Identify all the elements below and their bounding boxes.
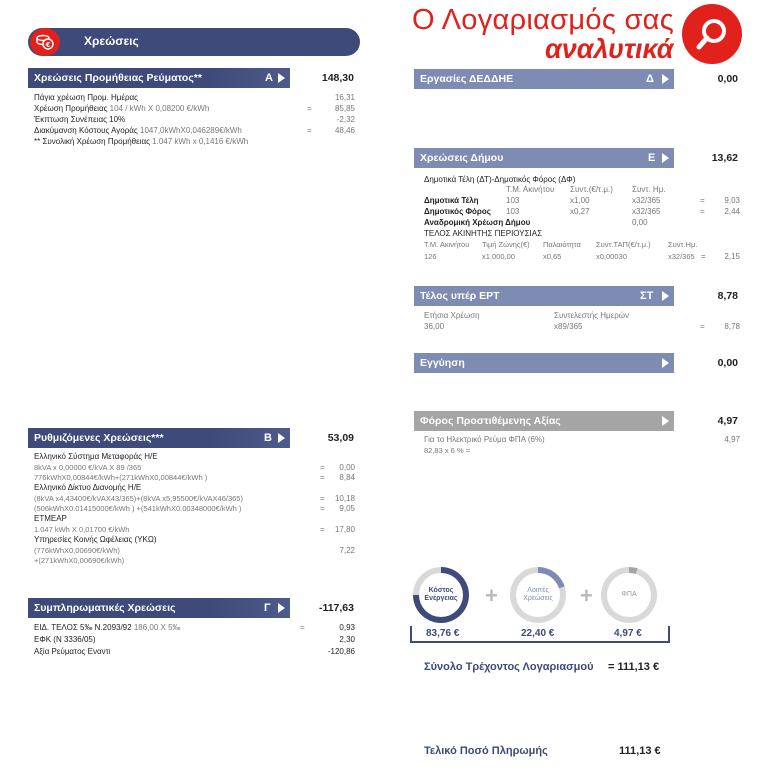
tap-zone-price: x1.000,00 [482, 252, 515, 261]
vat-circle [601, 567, 657, 623]
euro-coins-icon [30, 28, 60, 56]
market-cost-value: 48,46 [334, 126, 355, 135]
market-cost-label: Διακύμανση Κόστους Αγοράς [34, 126, 138, 135]
deddie-works-total: 0,00 [717, 73, 738, 85]
tap-days: x32/365 [668, 252, 695, 261]
tap-col-zone-price: Τιμή Ζώνης(€) [482, 240, 530, 249]
transmission-row-1: 8kVA x 0,00000 €/kVA X 89 /365 [34, 463, 142, 472]
energy-cost-value: 83,76 € [426, 628, 460, 639]
section-letter-c: Γ [264, 602, 271, 614]
tap-age: x0,65 [543, 252, 562, 261]
municipal-tax-days: x32/365 [632, 207, 661, 216]
other-charges-circle [510, 567, 566, 623]
energy-cost-label-2: Ενέργειας [424, 595, 458, 602]
ert-days-label: Συντελεστής Ημερών [554, 311, 629, 320]
tap-col-coef: Συντ.ΤΑΠ(€/τ.μ.) [596, 240, 651, 249]
transmission-value-1: 0,00 [339, 463, 355, 472]
retro-charge-label: Αναδρομική Χρέωση Δήμου [424, 218, 531, 227]
plus-icon: + [485, 583, 498, 608]
other-charges-label-1: Λοιπές [527, 586, 549, 594]
distribution-value-2: 9,05 [339, 504, 355, 513]
ert-fee-bar[interactable] [414, 286, 674, 306]
supply-charge-row [34, 104, 209, 113]
chevron-right-icon [278, 433, 285, 443]
tap-col-age: Παλαιότητα [543, 240, 581, 249]
supply-total-note-detail: 1.047 kWh x 0,1416 €/kWh [152, 137, 249, 146]
ert-annual-value: 36,00 [424, 322, 445, 331]
municipal-fees-sqm: 103 [506, 196, 520, 205]
final-payment-value: 111,13 € [619, 745, 661, 757]
distribution-value-1: 10,18 [334, 494, 355, 503]
deddie-works-title: Εργασίες ΔΕΔΔΗΕ [420, 73, 514, 85]
municipal-fees-value: 9,03 [724, 196, 740, 205]
market-cost-row [34, 126, 242, 135]
ert-days-value: x89/365 [554, 322, 583, 331]
tap-coef: x0,00030 [596, 252, 627, 261]
etmear-row: 1.047 kWh X 0,01700 €/kWh [34, 525, 130, 534]
section-letter-d: Δ [646, 73, 654, 85]
special-fee-value: 0,93 [339, 623, 355, 632]
supply-charge-value: 85,85 [334, 104, 355, 113]
etmear-title: ΕΤΜΕΑΡ [34, 514, 67, 523]
special-fee-row [34, 623, 181, 632]
municipal-charges-total: 13,62 [711, 152, 738, 164]
ert-fee-title: Τέλος υπέρ ΕΡΤ [420, 290, 500, 302]
municipal-fees-coef: x1,00 [570, 196, 590, 205]
section-letter-e: Ε [648, 152, 656, 164]
chevron-right-icon [278, 603, 285, 613]
ert-fee-total: 8,78 [717, 290, 738, 302]
final-payment-label: Τελικό Ποσό Πληρωμής [424, 745, 548, 757]
vat-calculation: 82,83 x 6 % = [424, 446, 471, 455]
supply-fixed-label: Πάγια χρέωση Προμ. Ημέρας [34, 93, 139, 102]
plus-icon: + [580, 583, 593, 608]
current-total-value: = 111,13 € [608, 661, 660, 673]
regulated-charges-bar[interactable] [28, 428, 290, 448]
excise-value: 2,30 [339, 635, 355, 644]
special-fee-label: ΕΙΔ. ΤΕΛΟΣ 5‰ Ν.2093/92 [34, 623, 132, 632]
tap-col-sqm: Τ.Μ. Ακινήτου [424, 240, 470, 249]
charges-title: Χρεώσεις [84, 34, 139, 48]
equals-sign: = [300, 623, 305, 632]
chevron-right-icon [662, 416, 669, 426]
municipal-charges-title: Χρεώσεις Δήμου [420, 152, 504, 164]
transmission-value-2: 8,84 [339, 473, 355, 482]
yko-row-1: (776kWhX0,00690€/kWh) [34, 546, 120, 555]
deddie-works-bar[interactable] [414, 69, 674, 89]
yko-title: Υπηρεσίες Κοινής Ωφέλειας (ΥΚΩ) [34, 535, 157, 544]
brand-title-line2: αναλυτικά [545, 34, 674, 64]
vat-bar[interactable] [414, 411, 674, 431]
municipal-tax-label: Δημοτικός Φόρος [424, 207, 491, 216]
col-property-sqm: Τ.Μ. Ακινήτου [506, 185, 555, 194]
supply-charges-total: 148,30 [321, 72, 354, 84]
other-charges-circle-label [516, 573, 560, 617]
market-cost-detail: 1047,0kWhX0,046289€/kWh [140, 126, 242, 135]
magnifier-icon [682, 4, 742, 64]
consistency-discount-label: Έκπτωση Συνέπειας 10% [34, 115, 126, 124]
energy-cost-label-1: Κόστος [428, 586, 454, 594]
col-day-coefficient: Συντ. Ημ. [632, 185, 666, 194]
guarantee-title: Εγγύηση [420, 357, 465, 369]
vat-value: 4,97 € [614, 628, 642, 639]
chevron-right-icon [662, 358, 669, 368]
equals-sign: = [700, 196, 705, 205]
advance-value-value: -120,86 [327, 647, 355, 656]
vat-title: Φόρος Προστιθέμενης Αξίας [420, 415, 561, 427]
section-letter-b: Β [264, 432, 272, 444]
vat-electricity-label: Για το Ηλεκτρικό Ρεύμα ΦΠΑ (6%) [424, 435, 545, 444]
supply-charges-title: Χρεώσεις Προμήθειας Ρεύματος** [34, 72, 202, 84]
brand-title-line1: Ο Λογαριασμός σας [412, 4, 674, 36]
vat-total: 4,97 [717, 415, 738, 427]
regulated-charges-total: 53,09 [327, 432, 354, 444]
transmission-title: Ελληνικό Σύστημα Μεταφοράς Η/Ε [34, 452, 158, 461]
equals-sign: = [701, 252, 706, 261]
energy-cost-circle [413, 567, 469, 623]
energy-cost-circle-label [419, 573, 463, 617]
equals-sign: = [307, 104, 312, 113]
chevron-right-icon [662, 74, 669, 84]
chevron-right-icon [278, 73, 285, 83]
supply-charges-bar[interactable] [28, 68, 290, 88]
excise-label: ΕΦΚ (Ν 3336/05) [34, 635, 96, 644]
equals-sign: = [320, 504, 325, 513]
extra-charges-title: Συμπληρωματικές Χρεώσεις [34, 602, 176, 614]
municipal-tax-coef: x0,27 [570, 207, 590, 216]
guarantee-bar[interactable] [414, 353, 674, 373]
supply-charge-label: Χρέωση Προμήθειας [34, 104, 108, 113]
svg-text:€: € [45, 41, 51, 49]
section-letter-st: ΣΤ [640, 290, 654, 302]
municipal-tax-value: 2,44 [724, 207, 740, 216]
section-letter-a: Α [265, 72, 273, 84]
distribution-title: Ελληνικό Δίκτυο Διανομής Η/Ε [34, 483, 142, 492]
municipal-heading: Δημοτικά Τέλη (ΔΤ)-Δημοτικός Φόρος (ΔΦ) [424, 175, 576, 184]
other-charges-label-2: Χρεώσεις [523, 595, 553, 602]
supply-total-note-label: ** Συνολική Χρέωση Προμήθειας [34, 137, 150, 146]
vat-electricity-value: 4,97 [724, 435, 740, 444]
equals-sign: = [320, 525, 325, 534]
tap-sqm: 126 [424, 252, 437, 261]
tap-col-days: Συντ.Ημ. [668, 240, 698, 249]
tap-value: 2,15 [724, 252, 740, 261]
regulated-charges-title: Ρυθμιζόμενες Χρεώσεις*** [34, 432, 164, 444]
special-fee-detail: 186,00 X 5‰ [133, 623, 181, 632]
col-coefficient: Συντ.(€/τ.μ.) [570, 185, 613, 194]
supply-charge-detail: 104 / kWh X 0,08200 €/kWh [109, 104, 210, 113]
supply-total-note-row [34, 137, 248, 146]
municipal-fees-days: x32/365 [632, 196, 661, 205]
current-total-label: Σύνολο Τρέχοντος Λογαριασμού [424, 661, 594, 673]
equals-sign: = [320, 473, 325, 482]
etmear-value: 17,80 [334, 525, 355, 534]
distribution-row-2: (506kWhX0.01415000€/kWh ) +(541kWhX0.00348000€/kWh ) [34, 504, 242, 513]
municipal-tax-sqm: 103 [506, 207, 520, 216]
transmission-row-2: 776kWhX0,00844€/kWh+(271kWhX0,00844€/kWh ) [34, 473, 208, 482]
equals-sign: = [320, 463, 325, 472]
equals-sign: = [307, 126, 312, 135]
chevron-right-icon [662, 153, 669, 163]
ert-annual-label: Ετήσια Χρέωση [424, 311, 480, 320]
charges-header-bar [28, 28, 360, 56]
municipal-fees-label: Δημοτικά Τέλη [424, 196, 479, 205]
yko-value: 7,22 [339, 546, 355, 555]
property-tax-title: ΤΕΛΟΣ ΑΚΙΝΗΤΗΣ ΠΕΡΙΟΥΣΙΑΣ [424, 229, 543, 238]
equals-sign: = [320, 494, 325, 503]
vat-circle-label: ΦΠΑ [607, 573, 651, 617]
chevron-right-icon [662, 291, 669, 301]
guarantee-total: 0,00 [717, 357, 738, 369]
municipal-charges-bar[interactable] [414, 148, 674, 168]
yko-row-2: +(271kWhX0,00690€/kWh) [34, 556, 125, 565]
extra-charges-total: -117,63 [318, 602, 354, 614]
extra-charges-bar[interactable] [28, 598, 290, 618]
advance-value-label: Αξία Ρεύματος Εναντι [34, 647, 111, 656]
consistency-discount-value: -2,32 [336, 115, 355, 124]
equals-sign: = [700, 207, 705, 216]
supply-fixed-value: 16,31 [334, 93, 355, 102]
retro-charge-value: 0,00 [632, 218, 648, 227]
equals-sign: = [700, 322, 705, 331]
distribution-row-1: (8kVA x4,43400€/kVAX43/365)+(8kVA x5,95500€/kVAX46/365) [34, 494, 243, 503]
ert-value: 8,78 [724, 322, 740, 331]
other-charges-value: 22,40 € [521, 628, 555, 639]
